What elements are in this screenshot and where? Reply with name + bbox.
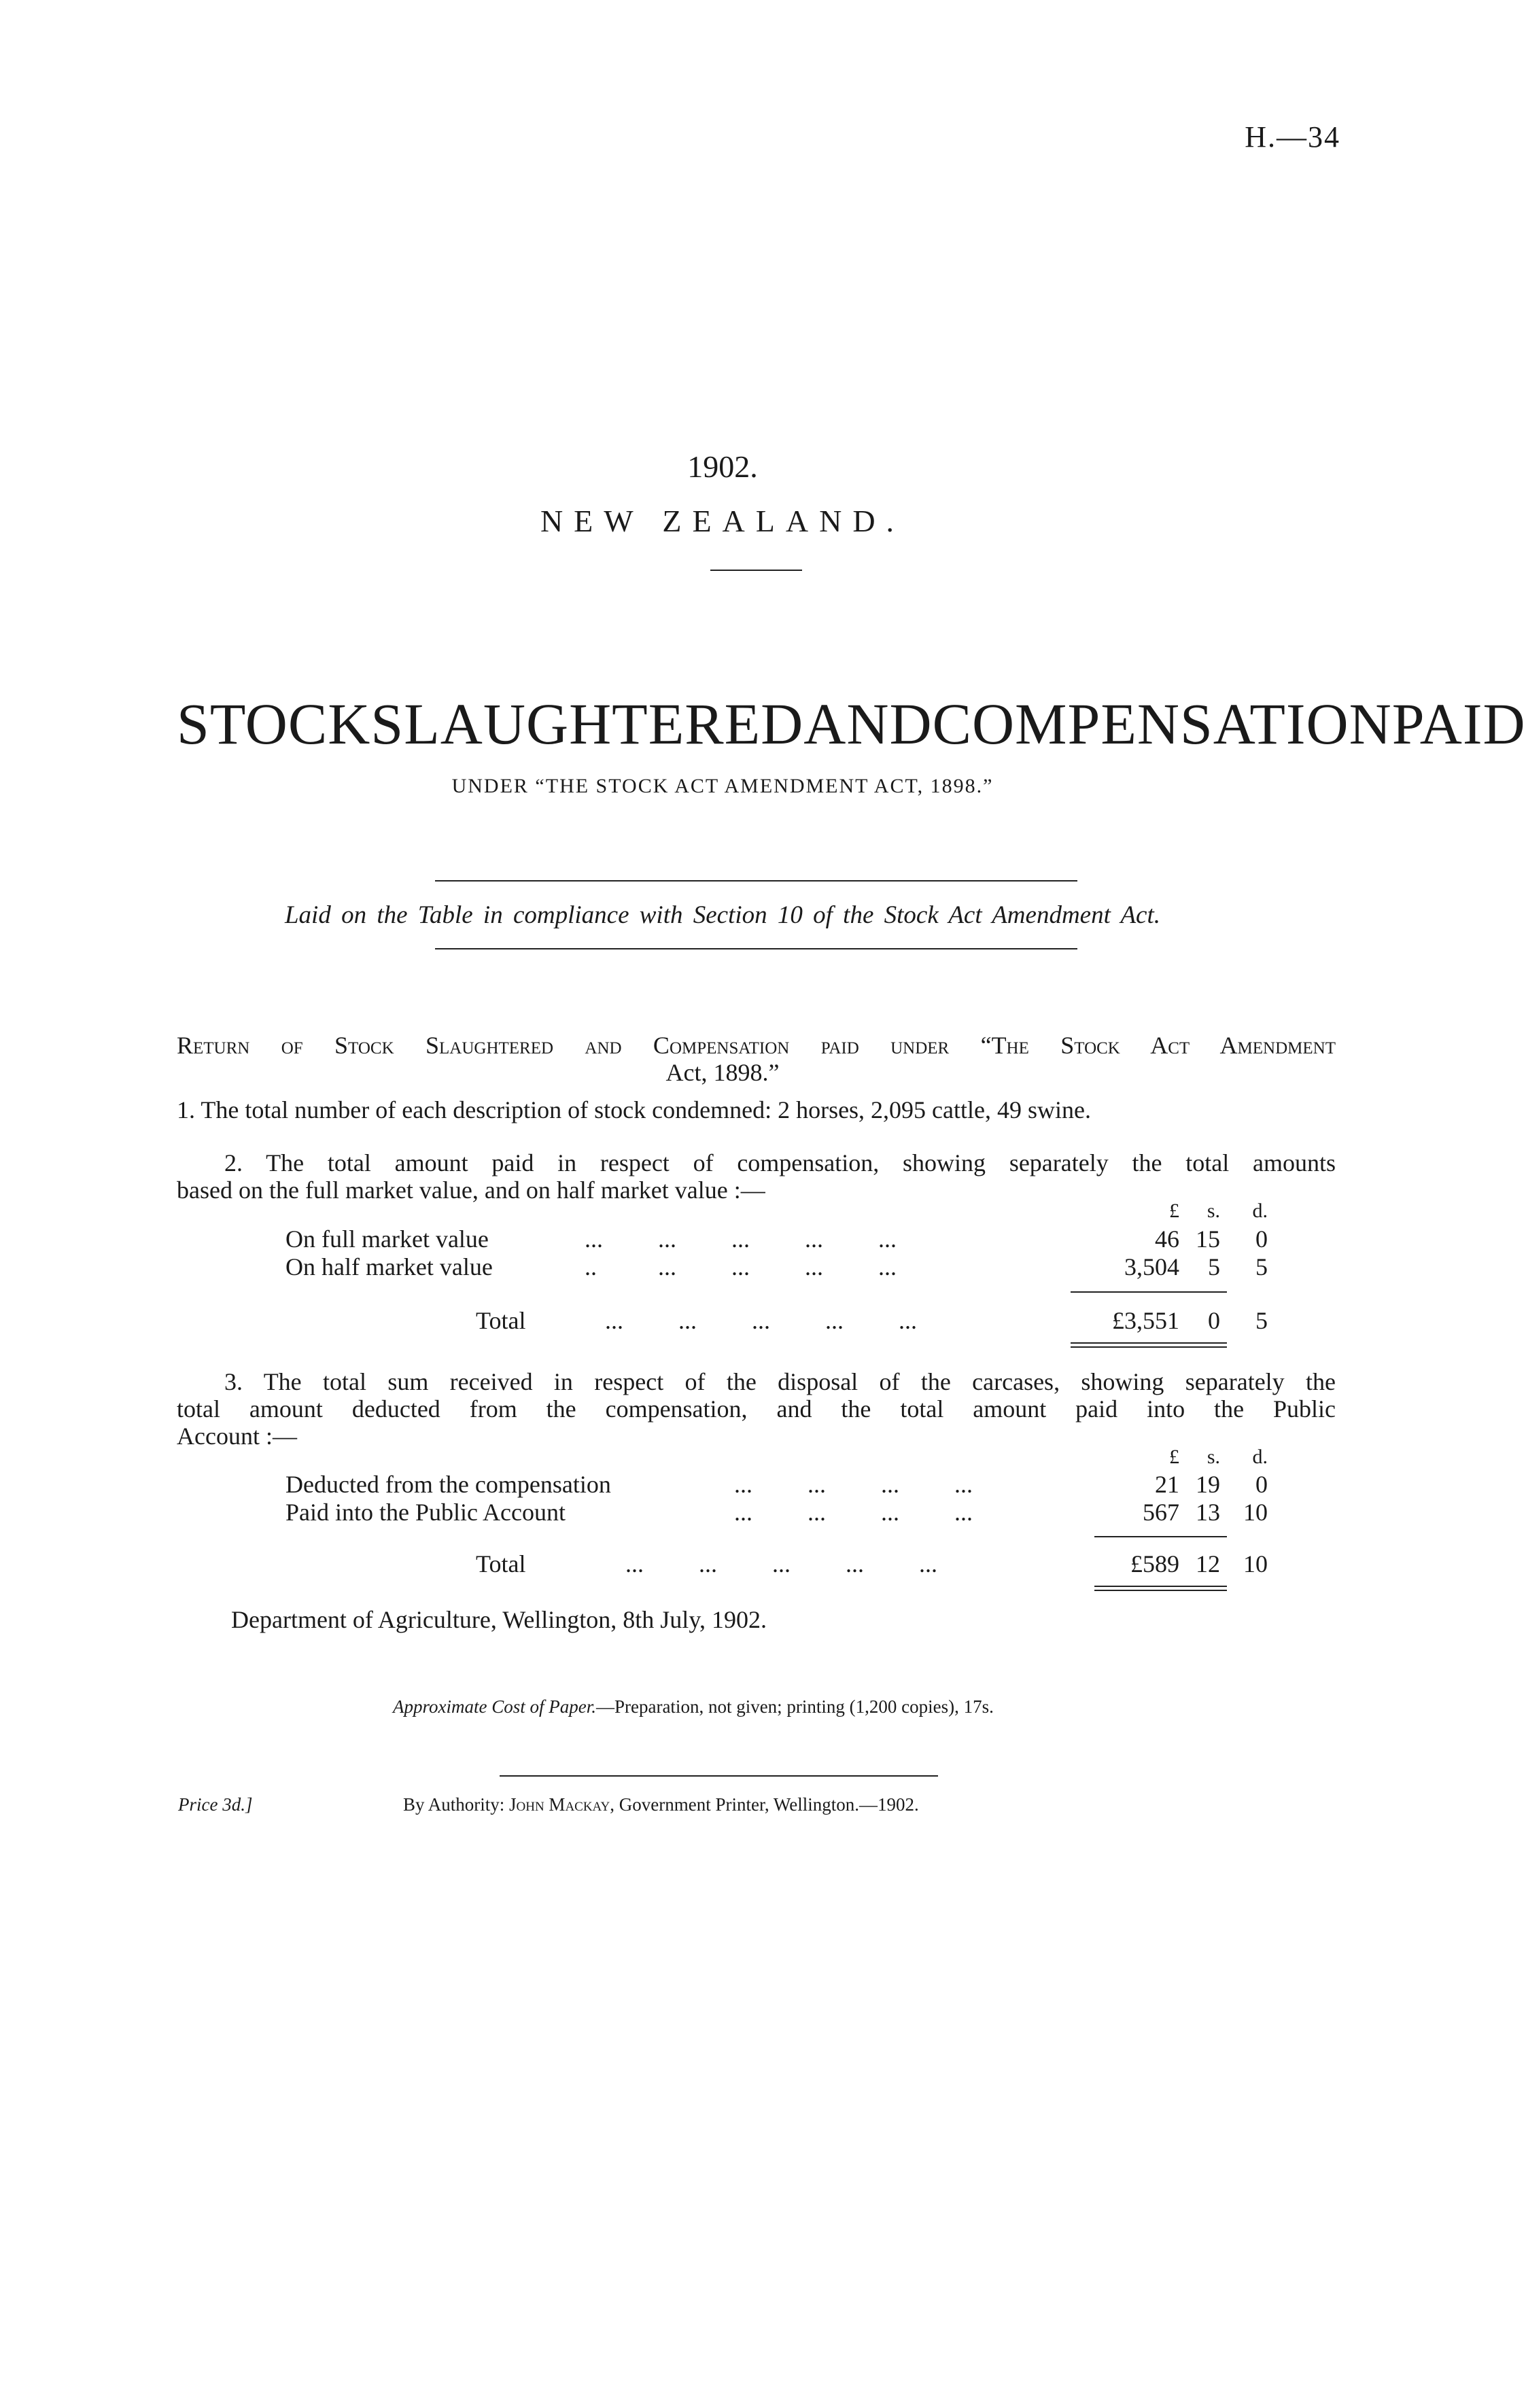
- laid-note-rule-bottom: [435, 948, 1077, 949]
- cost-label: Approximate Cost of Paper.: [393, 1696, 596, 1717]
- section-3-line1: 3. The total sum received in respect of the disposal of the carcases, showing separately the: [224, 1368, 1336, 1395]
- title-word: STOCK: [177, 691, 371, 756]
- section-1-text: 1. The total number of each description of stock condemned: 2 horses, 2,095 cattle, 49 swine.: [177, 1096, 1091, 1123]
- document-subtitle: UNDER “THE STOCK ACT AMENDMENT ACT, 1898.”: [451, 775, 994, 797]
- document-title: [177, 690, 1526, 758]
- total-label: Total: [476, 1307, 526, 1334]
- subtotal-rule: [1071, 1291, 1227, 1293]
- total-pounds: £589: [1130, 1550, 1179, 1577]
- leader-dots: ... ... ... ... ...: [605, 1307, 917, 1334]
- cost-of-paper-note: [393, 1696, 1345, 1717]
- section-2-column-headers: [285, 1200, 1305, 1228]
- title-word: COMPENSATION: [932, 691, 1392, 756]
- total-row: [285, 1306, 1305, 1335]
- return-heading-line1: Return of Stock Slaughtered and Compensation paid under “The Stock Act Amendment: [177, 1032, 1336, 1059]
- pence-value: 5: [1255, 1253, 1268, 1280]
- total-row: [285, 1550, 1305, 1578]
- pence-header: d.: [1252, 1446, 1268, 1468]
- pence-value: 0: [1255, 1471, 1268, 1498]
- pence-header: d.: [1252, 1200, 1268, 1222]
- leader-dots: .. ... ... ... ...: [585, 1253, 897, 1280]
- authority-suffix: , Government Printer, Wellington.—1902.: [610, 1794, 919, 1815]
- total-pounds: £3,551: [1112, 1307, 1179, 1334]
- table-row: [285, 1225, 1305, 1253]
- pounds-value: 3,504: [1124, 1253, 1179, 1280]
- pounds-value: 567: [1143, 1499, 1179, 1526]
- pounds-header: £: [1169, 1446, 1179, 1468]
- row-label: On full market value: [285, 1225, 489, 1253]
- total-double-rule-bottom: [1071, 1346, 1227, 1348]
- shillings-value: 19: [1196, 1471, 1220, 1498]
- section-3-line2: total amount deducted from the compensation, and the total amount paid into the Public: [177, 1395, 1336, 1423]
- price-label: Price 3d.]: [178, 1794, 253, 1815]
- document-year: 1902.: [687, 449, 758, 484]
- section-3-line3: Account :—: [177, 1423, 297, 1450]
- authority-prefix: By Authority:: [403, 1794, 510, 1815]
- pounds-value: 46: [1155, 1225, 1179, 1253]
- printer-authority: [403, 1794, 919, 1815]
- title-word: SLAUGHTERED: [370, 691, 804, 756]
- total-double-rule-bottom: [1094, 1590, 1227, 1591]
- shillings-header: s.: [1207, 1200, 1220, 1222]
- title-word: PAID: [1391, 691, 1526, 756]
- pence-value: 10: [1243, 1499, 1268, 1526]
- section-2-line1: 2. The total amount paid in respect of compensation, showing separately the total amounts: [224, 1149, 1336, 1176]
- shillings-value: 15: [1196, 1225, 1220, 1253]
- table-row: [285, 1253, 1305, 1281]
- cost-text: —Preparation, not given; printing (1,200 copies), 17s.: [595, 1696, 994, 1717]
- table-row: [285, 1470, 1305, 1499]
- row-label: On half market value: [285, 1253, 493, 1280]
- page-reference: H.—34: [1245, 120, 1340, 154]
- total-label: Total: [476, 1550, 526, 1577]
- title-word: AND: [803, 691, 933, 756]
- shillings-value: 13: [1196, 1499, 1220, 1526]
- laid-note-rule-top: [435, 880, 1077, 882]
- row-label: Paid into the Public Account: [285, 1499, 566, 1526]
- return-heading-line2: Act, 1898.”: [665, 1059, 780, 1086]
- title-divider: [710, 570, 802, 571]
- total-shillings: 0: [1208, 1307, 1220, 1334]
- laid-note: Laid on the Table in compliance with Section 10 of the Stock Act Amendment Act.: [284, 901, 1161, 929]
- section-2-line2: based on the full market value, and on half market value :—: [177, 1176, 765, 1204]
- department-signature: Department of Agriculture, Wellington, 8th July, 1902.: [231, 1606, 767, 1633]
- total-double-rule-top: [1071, 1342, 1227, 1344]
- total-shillings: 12: [1196, 1550, 1220, 1577]
- pounds-header: £: [1169, 1200, 1179, 1222]
- pounds-value: 21: [1155, 1471, 1179, 1498]
- printer-name: John Mackay: [509, 1794, 610, 1815]
- pence-value: 0: [1255, 1225, 1268, 1253]
- subtotal-rule: [1094, 1536, 1227, 1537]
- footer-rule: [500, 1775, 938, 1777]
- shillings-value: 5: [1208, 1253, 1220, 1280]
- shillings-header: s.: [1207, 1446, 1220, 1468]
- leader-dots: ... ... ... ... ...: [625, 1550, 937, 1577]
- leader-dots: ... ... ... ...: [734, 1471, 973, 1498]
- total-pence: 10: [1243, 1550, 1268, 1577]
- table-row: [285, 1498, 1305, 1526]
- total-double-rule-top: [1094, 1586, 1227, 1587]
- leader-dots: ... ... ... ... ...: [585, 1225, 897, 1253]
- leader-dots: ... ... ... ...: [734, 1499, 973, 1526]
- total-pence: 5: [1255, 1307, 1268, 1334]
- row-label: Deducted from the compensation: [285, 1471, 611, 1498]
- country-heading: NEW ZEALAND.: [540, 504, 905, 538]
